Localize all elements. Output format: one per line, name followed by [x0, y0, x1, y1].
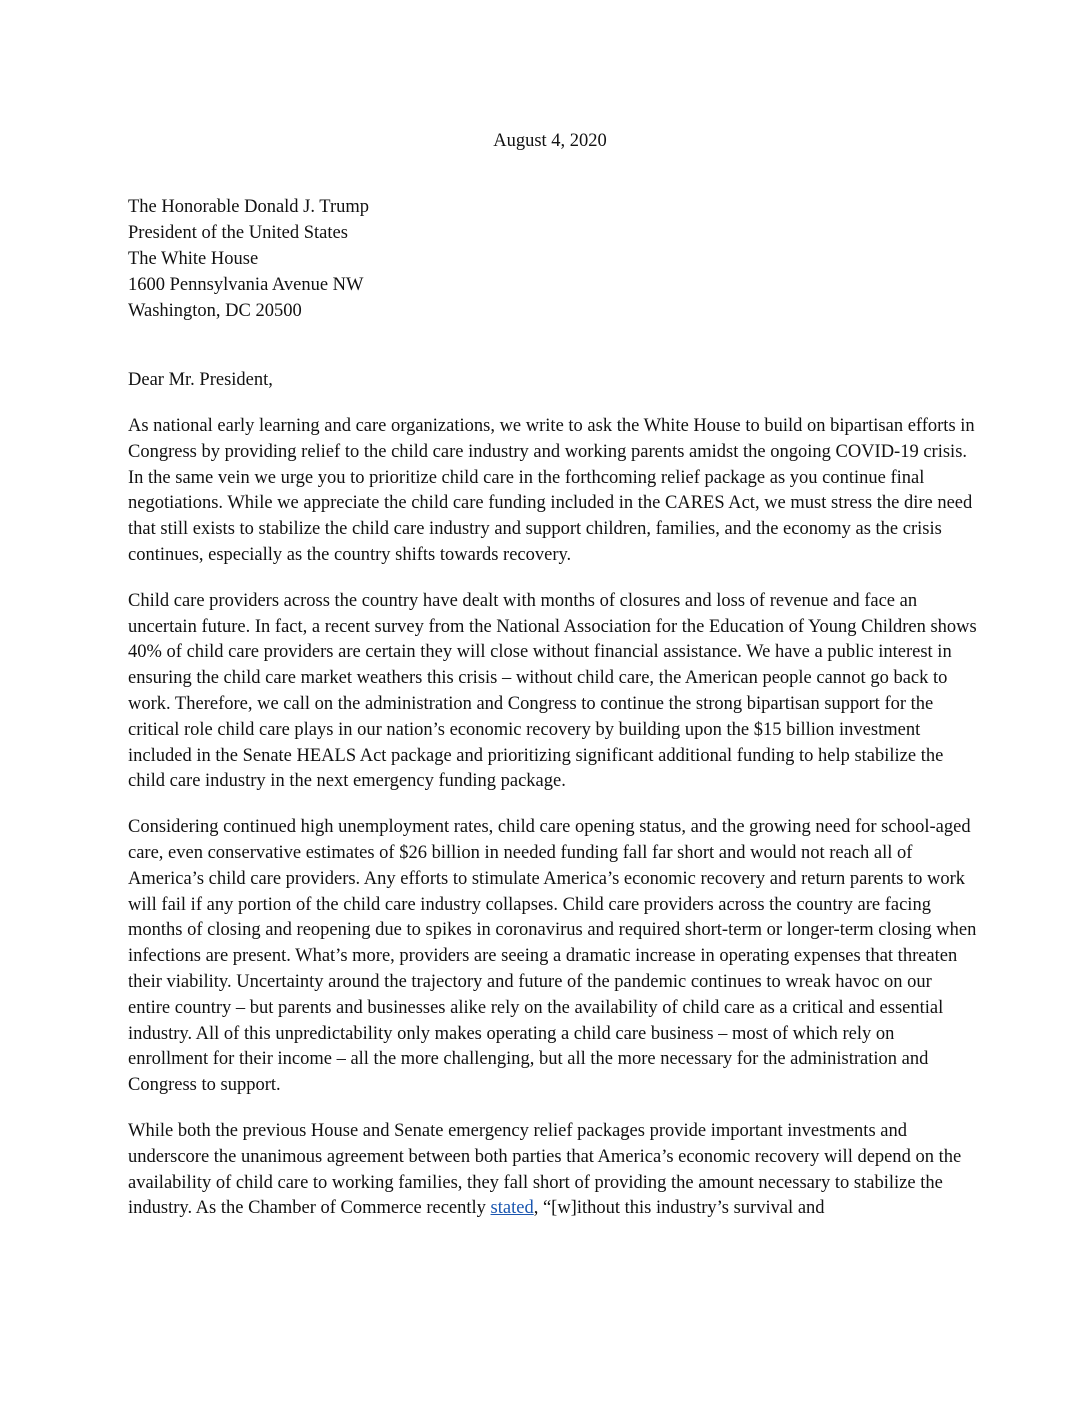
stated-link[interactable]: stated — [490, 1198, 534, 1219]
salutation: Dear Mr. President, — [128, 370, 273, 390]
letter-date: August 4, 2020 — [493, 131, 607, 151]
paragraph-2: Child care providers across the country have dealt with months of closures and loss of revenue and face an uncertain future. In fact, a recent survey from the National Association for the Education of Young Children shows 40% of child care providers are certain they will close without financial assistance. We have a public interest in ensuring the child care market weathers this crisis – without child care, the American people cannot go back to work. Therefore, we call on the administration and Congress to continue the strong bipartisan support for the critical role child care plays in our nation’s economic recovery by building upon the $15 billion investment included in the Senate HEALS Act package and prioritizing significant additional funding to help stabilize the child care industry in the next emergency funding package. — [128, 590, 977, 792]
paragraph-1: As national early learning and care organizations, we write to ask the White House to build on bipartisan efforts in Congress by providing relief to the child care industry and working parents amidst the ongoing COVID-19 crisis. In the same vein we urge you to prioritize child care in the forthcoming relief package as you continue final negotiations. While we appreciate the child care funding included in the CARES Act, we must stress the dire need that still exists to stabilize the child care industry and support children, families, and the economy as the crisis continues, especially as the country shifts towards recovery. — [128, 416, 975, 565]
recipient-address — [128, 194, 369, 324]
paragraph-4-text: While both the previous House and Senate emergency relief packages provide important investments and underscore the unanimous agreement between both parties that America’s economic recovery will depend on the availability of child care to working families, they fall short of providing the amount necessary to stabilize the industry. As the Chamber of Commerce recently — [128, 1120, 962, 1219]
paragraph-3: Considering continued high unemployment rates, child care opening status, and the growing need for school-aged care, even conservative estimates of $26 billion in needed funding fall far short and would not reach all of America’s child care providers. Any efforts to stimulate America’s economic recovery and return parents to work will fail if any portion of the child care industry collapses. Child care providers across the country are facing months of closing and reopening due to spikes in coronavirus and required short-term or longer-term closing when infections are present. What’s more, providers are seeing a dramatic increase in operating expenses that threaten their viability. Uncertainty around the trajectory and future of the pandemic continues to wreak havoc on our entire country – but parents and businesses alike rely on the availability of child care as a critical and essential industry. All of this unpredictability only makes operating a child care business – most of which rely on enrollment for their income – all the more challenging, but all the more necessary for the administration and Congress to support. — [128, 817, 977, 1096]
recipient-street: 1600 Pennsylvania Avenue NW — [128, 275, 364, 295]
paragraph-4 — [128, 1119, 978, 1222]
recipient-office: The White House — [128, 249, 259, 269]
paragraph-4-continuation: , “[w]ithout this industry’s survival and — [533, 1198, 825, 1219]
recipient-city: Washington, DC 20500 — [128, 301, 302, 321]
letter-body — [128, 414, 978, 1242]
recipient-name: The Honorable Donald J. Trump — [128, 197, 369, 217]
recipient-title: President of the United States — [128, 223, 348, 243]
